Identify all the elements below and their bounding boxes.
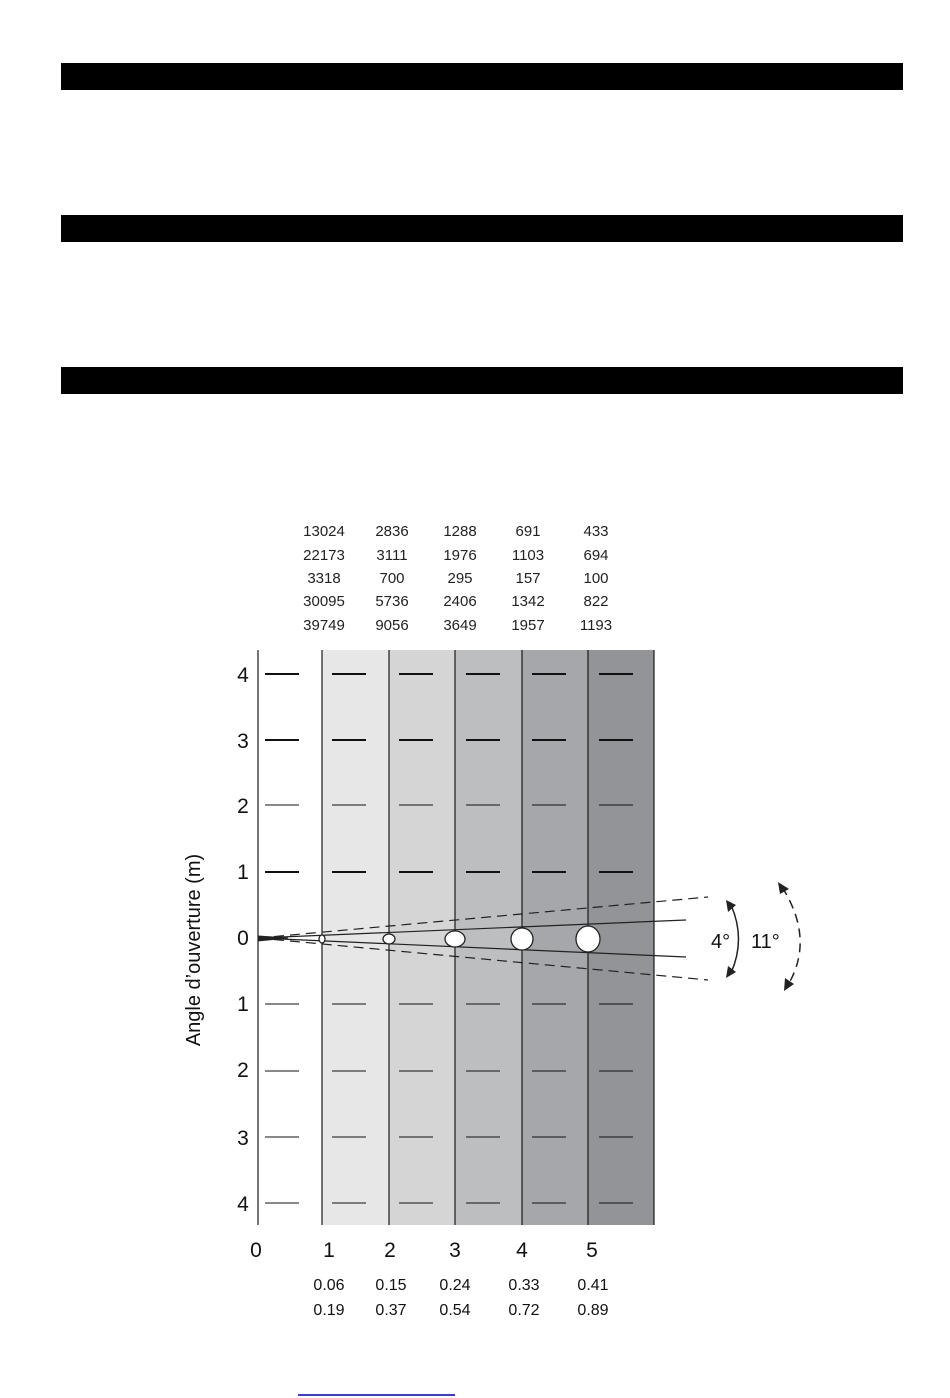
diameter-value: 0.33: [508, 1277, 540, 1294]
diameter-value: 0.15: [375, 1277, 407, 1294]
lux-value: 1288: [443, 523, 477, 541]
lux-value: 100: [583, 569, 609, 587]
diameter-value: 0.24: [439, 1277, 471, 1294]
y-tick-label: 0: [237, 927, 249, 950]
diameter-value: 0.19: [313, 1302, 345, 1319]
y-tick-label: 4: [237, 664, 249, 687]
lux-value: 3111: [376, 546, 408, 564]
x-tick-label: 0: [250, 1239, 262, 1262]
diameter-value: 0.41: [577, 1277, 609, 1294]
lux-value: 1103: [511, 546, 545, 564]
beam-angle-diagram: [0, 640, 950, 1330]
x-tick-label: 3: [449, 1239, 461, 1262]
lux-value: 157: [515, 569, 541, 587]
lux-value: 39749: [303, 616, 345, 634]
lux-value: 433: [583, 523, 609, 541]
x-tick-label: 5: [586, 1239, 598, 1262]
diameter-value: 0.37: [375, 1302, 407, 1319]
diameter-value: 0.89: [577, 1302, 609, 1319]
beam-angle-11: 11°: [751, 931, 780, 953]
beam-spot-5m: [576, 926, 600, 952]
lux-value: 2406: [443, 593, 477, 611]
diameter-value: 0.54: [439, 1302, 471, 1319]
beam-diameter-rows: [313, 1277, 608, 1319]
y-tick-label: 3: [237, 730, 249, 753]
lux-values-table: [290, 520, 630, 637]
beam-spot-4m: [511, 928, 533, 950]
arc-4-degree: [731, 905, 739, 973]
lux-value: 3318: [307, 569, 341, 587]
lux-value: 1342: [511, 593, 545, 611]
lux-value: 1957: [511, 616, 545, 634]
x-tick-label: 1: [323, 1239, 335, 1262]
beam-angle-4: 4°: [711, 931, 731, 953]
section-header-bar-3: [61, 367, 903, 394]
lux-value: 3649: [443, 616, 477, 634]
footer-link-underline[interactable]: [298, 1394, 455, 1396]
y-tick-labels: [237, 664, 249, 1216]
lux-value: 295: [447, 569, 473, 587]
arc-11-degree: [782, 887, 800, 985]
y-tick-label: 3: [237, 1127, 249, 1150]
lux-row: [290, 614, 630, 637]
y-tick-label: 4: [237, 1193, 249, 1216]
lux-value: 22173: [303, 546, 345, 564]
beam-spot-1m: [319, 935, 325, 943]
y-tick-label: 1: [237, 861, 249, 884]
lux-row: [290, 590, 630, 613]
lux-value: 2836: [375, 523, 409, 541]
section-header-bar-1: [61, 63, 903, 90]
lux-value: 700: [379, 569, 405, 587]
lux-value: 1193: [579, 616, 613, 634]
diameter-value: 0.72: [508, 1302, 540, 1319]
y-tick-label: 2: [237, 795, 249, 818]
y-axis-label: Angle d’ouverture (m): [183, 853, 205, 1047]
lux-value: 5736: [375, 593, 409, 611]
lux-row: [290, 543, 630, 566]
lux-row: [290, 567, 630, 590]
lux-row: [290, 520, 630, 543]
y-tick-label: 2: [237, 1059, 249, 1082]
x-tick-labels: [250, 1239, 598, 1262]
diameter-value: 0.06: [313, 1277, 345, 1294]
y-tick-label: 1: [237, 993, 249, 1016]
lux-value: 694: [583, 546, 609, 564]
lux-value: 691: [515, 523, 541, 541]
lux-value: 822: [583, 593, 609, 611]
x-tick-label: 2: [384, 1239, 396, 1262]
lux-value: 9056: [375, 616, 409, 634]
x-tick-label: 4: [516, 1239, 528, 1262]
lux-value: 1976: [443, 546, 477, 564]
distance-zone-1: [322, 650, 389, 1225]
section-header-bar-2: [61, 215, 903, 242]
beam-spot-3m: [445, 931, 465, 947]
beam-spot-2m: [383, 934, 395, 944]
lux-value: 13024: [303, 523, 345, 541]
lux-value: 30095: [303, 593, 345, 611]
